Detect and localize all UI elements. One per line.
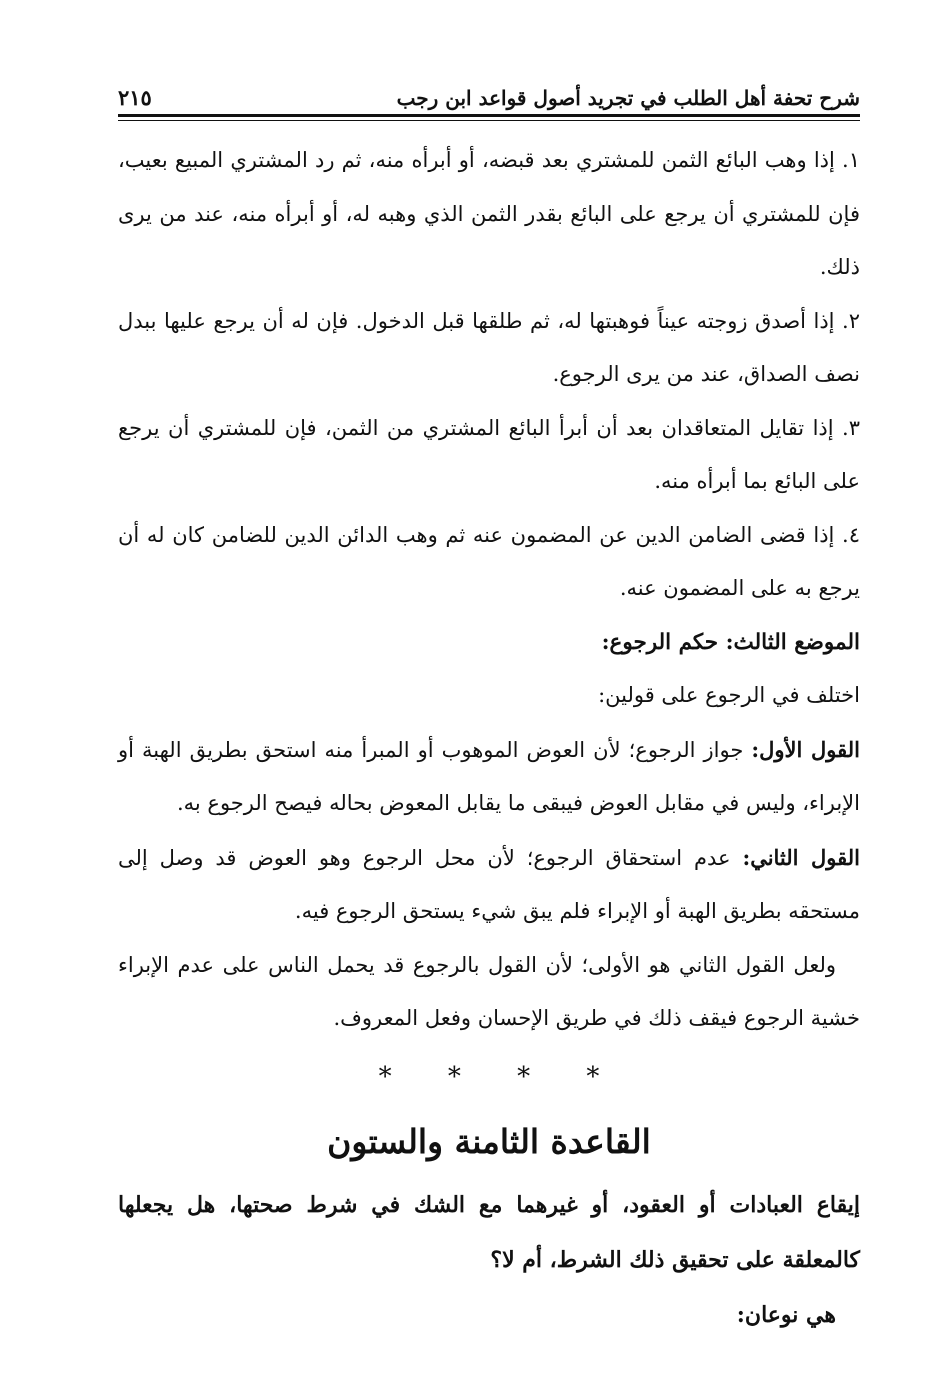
- section-intro: اختلف في الرجوع على قولين:: [598, 683, 860, 707]
- page-body: [118, 134, 860, 1343]
- divider-star: *: [517, 1061, 531, 1092]
- first-opinion: [118, 723, 860, 831]
- section-divider: [118, 1052, 860, 1102]
- list-item: ٣. إذا تقايل المتعاقدان بعد أن أبرأ البائع المشتري من الثمن، فإن للمشتري أن يرجع على البائع بما أبرأه منه.: [118, 415, 860, 493]
- page-number: ٢١٥: [118, 85, 152, 110]
- first-opinion-label: القول الأول:: [751, 736, 860, 762]
- header-rule-thin: [118, 120, 860, 121]
- divider-star: *: [447, 1061, 461, 1092]
- rule-statement: إيقاع العبادات أو العقود، أو غيرهما مع الشك في شرط صحتها، هل يجعلها كالمعلقة على تحقيق ذلك الشرط، أم لا؟: [118, 1191, 860, 1273]
- list-item: ٢. إذا أصدق زوجته عيناً فوهبتها له، ثم طلقها قبل الدخول. فإن له أن يرجع عليها ببدل نصف الصداق، عند من يرى الرجوع.: [118, 308, 860, 386]
- divider-star: *: [378, 1061, 392, 1092]
- rule-types: هي نوعان:: [736, 1301, 836, 1328]
- list-item: ١. إذا وهب البائع الثمن للمشتري بعد قبضه، أو أبرأه منه، ثم رد المشتري المبيع بعيب، فإن للمشتري أن يرجع على البائع بقدر الثمن الذي وهبه له، أو أبرأه منه، عند من يرى ذلك.: [118, 148, 860, 279]
- second-opinion: [118, 831, 860, 939]
- header-rule-thick: [118, 114, 860, 117]
- conclusion-paragraph: ولعل القول الثاني هو الأولى؛ لأن القول بالرجوع قد يحمل الناس على عدم الإبراء خشية الرجوع فيقف ذلك في طريق الإحسان وفعل المعروف.: [118, 952, 860, 1030]
- running-header: [118, 74, 860, 110]
- section-heading: الموضع الثالث: حكم الرجوع:: [601, 629, 860, 655]
- first-opinion-text: جواز الرجوع؛ لأن العوض الموهوب أو المبرأ منه استحق بطريق الهبة أو الإبراء، وليس في مقابل العوض فيبقى ما يقابل المعوض بحاله فيصح الرجوع به.: [118, 737, 860, 815]
- running-title: شرح تحفة أهل الطلب في تجريد أصول قواعد ابن رجب: [396, 86, 860, 110]
- second-opinion-label: القول الثاني:: [742, 844, 860, 870]
- rule-title: القاعدة الثامنة والستون: [327, 1121, 651, 1161]
- list-item: ٤. إذا قضى الضامن الدين عن المضمون عنه ثم وهب الدائن الدين للضامن كان له أن يرجع به على المضمون عنه.: [118, 522, 861, 600]
- divider-star: *: [586, 1061, 600, 1092]
- second-opinion-text: عدم استحقاق الرجوع؛ لأن محل الرجوع وهو العوض قد وصل إلى مستحقه بطريق الهبة أو الإبراء فلم يبق شيء يستحق الرجوع فيه.: [118, 845, 860, 923]
